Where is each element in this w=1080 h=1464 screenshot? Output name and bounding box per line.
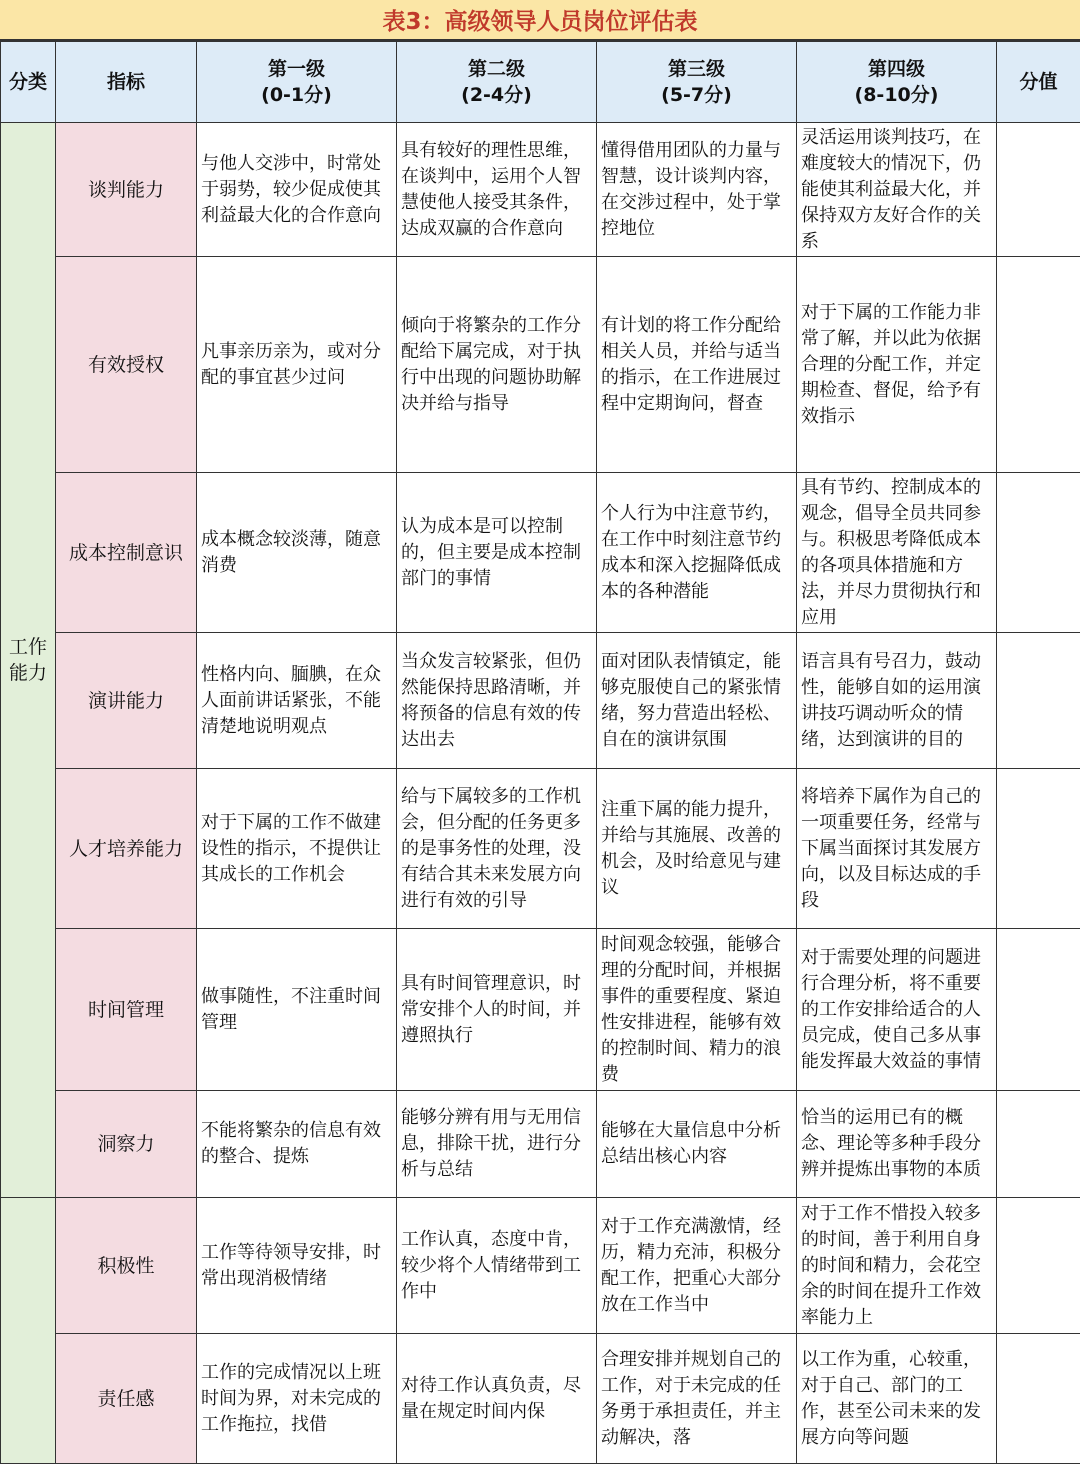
score-cell[interactable] (997, 473, 1080, 633)
level-2-cell: 能够分辨有用与无用信息，排除干扰，进行分析与总结 (397, 1091, 597, 1198)
level-4-cell: 具有节约、控制成本的观念，倡导全员共同参与。积极思考降低成本的各项具体措施和方法，并尽力贯彻执行和应用 (797, 473, 997, 633)
score-cell[interactable] (997, 257, 1080, 473)
level-2-cell: 具有时间管理意识，时常安排个人的时间，并遵照执行 (397, 929, 597, 1091)
indicator-cell: 人才培养能力 (56, 769, 197, 929)
level-4-cell: 语言具有号召力，鼓动性，能够自如的运用演讲技巧调动听众的情绪，达到演讲的目的 (797, 633, 997, 769)
level-3-cell: 个人行为中注意节约，在工作中时刻注意节约成本和深入挖掘降低成本的各种潜能 (597, 473, 797, 633)
indicator-cell: 成本控制意识 (56, 473, 197, 633)
level-1-cell: 工作的完成情况以上班时间为界，对未完成的工作拖拉，找借 (197, 1334, 397, 1464)
header-level-1 (197, 42, 397, 123)
level-4-cell: 将培养下属作为自己的一项重要任务，经常与下属当面探讨其发展方向，以及目标达成的手段 (797, 769, 997, 929)
indicator-cell: 演讲能力 (56, 633, 197, 769)
level-3-cell: 懂得借用团队的力量与智慧，设计谈判内容，在交涉过程中，处于掌控地位 (597, 123, 797, 257)
score-cell[interactable] (997, 123, 1080, 257)
score-cell[interactable] (997, 633, 1080, 769)
header-category: 分类 (1, 42, 56, 123)
level-3-cell: 注重下属的能力提升，并给与其施展、改善的机会，及时给意见与建议 (597, 769, 797, 929)
table-title: 表3：高级领导人员岗位评估表 (0, 0, 1080, 41)
level-1-cell: 工作等待领导安排，时常出现消极情绪 (197, 1198, 397, 1334)
level-3-cell: 能够在大量信息中分析总结出核心内容 (597, 1091, 797, 1198)
level-range: (8-10分) (801, 82, 992, 108)
level-name: 第一级 (268, 58, 325, 80)
level-1-cell: 做事随性，不注重时间管理 (197, 929, 397, 1091)
level-range: (5-7分) (601, 82, 792, 108)
level-name: 第三级 (668, 58, 725, 80)
level-1-cell: 凡事亲历亲为，或对分配的事宜甚少过问 (197, 257, 397, 473)
score-cell[interactable] (997, 769, 1080, 929)
score-cell[interactable] (997, 929, 1080, 1091)
level-3-cell: 对于工作充满激情，经历，精力充沛，积极分配工作，把重心大部分放在工作当中 (597, 1198, 797, 1334)
level-4-cell: 以工作为重，心较重，对于自己、部门的工作，甚至公司未来的发展方向等问题 (797, 1334, 997, 1464)
indicator-cell: 洞察力 (56, 1091, 197, 1198)
level-2-cell: 给与下属较多的工作机会，但分配的任务更多的是事务性的处理，没有结合其未来发展方向进行有效的引导 (397, 769, 597, 929)
level-2-cell: 倾向于将繁杂的工作分配给下属完成，对于执行中出现的问题协助解决并给与指导 (397, 257, 597, 473)
score-cell[interactable] (997, 1091, 1080, 1198)
level-2-cell: 认为成本是可以控制的，但主要是成本控制部门的事情 (397, 473, 597, 633)
table-row (1, 929, 1080, 1091)
header-row (1, 42, 1080, 123)
level-2-cell: 当众发言较紧张，但仍然能保持思路清晰，并将预备的信息有效的传达出去 (397, 633, 597, 769)
header-level-4 (797, 42, 997, 123)
level-2-cell: 对待工作认真负责，尽量在规定时间内保 (397, 1334, 597, 1464)
level-range: (0-1分) (201, 82, 392, 108)
header-level-2 (397, 42, 597, 123)
level-3-cell: 合理安排并规划自己的工作，对于未完成的任务勇于承担责任，并主动解决，落 (597, 1334, 797, 1464)
level-4-cell: 灵活运用谈判技巧，在难度较大的情况下，仍能使其利益最大化，并保持双方友好合作的关系 (797, 123, 997, 257)
table-row (1, 473, 1080, 633)
header-indicator: 指标 (56, 42, 197, 123)
level-3-cell: 有计划的将工作分配给相关人员，并给与适当的指示，在工作进展过程中定期询问，督查 (597, 257, 797, 473)
category-work-attitude (1, 1198, 56, 1464)
level-range: (2-4分) (401, 82, 592, 108)
table-row (1, 1091, 1080, 1198)
table-row (1, 633, 1080, 769)
table-row (1, 1198, 1080, 1334)
table-row (1, 123, 1080, 257)
level-4-cell: 对于需要处理的问题进行合理分析，将不重要的工作安排给适合的人员完成，使自己多从事能发挥最大效益的事情 (797, 929, 997, 1091)
indicator-cell: 时间管理 (56, 929, 197, 1091)
level-2-cell: 工作认真，态度中肯，较少将个人情绪带到工作中 (397, 1198, 597, 1334)
indicator-cell: 责任感 (56, 1334, 197, 1464)
level-1-cell: 对于下属的工作不做建设性的指示，不提供让其成长的工作机会 (197, 769, 397, 929)
level-name: 第二级 (468, 58, 525, 80)
score-cell[interactable] (997, 1198, 1080, 1334)
level-1-cell: 成本概念较淡薄，随意消费 (197, 473, 397, 633)
indicator-cell: 有效授权 (56, 257, 197, 473)
level-1-cell: 不能将繁杂的信息有效的整合、提炼 (197, 1091, 397, 1198)
table-row (1, 257, 1080, 473)
header-score: 分值 (997, 42, 1080, 123)
category-work-ability: 工作能力 (1, 123, 56, 1198)
indicator-cell: 积极性 (56, 1198, 197, 1334)
evaluation-table (0, 41, 1080, 1464)
level-4-cell: 对于工作不惜投入较多的时间，善于利用自身的时间和精力，会花空余的时间在提升工作效率能力上 (797, 1198, 997, 1334)
level-4-cell: 恰当的运用已有的概念、理论等多种手段分辨并提炼出事物的本质 (797, 1091, 997, 1198)
table-row (1, 1334, 1080, 1464)
level-3-cell: 时间观念较强，能够合理的分配时间，并根据事件的重要程度、紧迫性安排进程，能够有效的控制时间、精力的浪费 (597, 929, 797, 1091)
table-row (1, 769, 1080, 929)
level-name: 第四级 (868, 58, 925, 80)
level-1-cell: 与他人交涉中，时常处于弱势，较少促成使其利益最大化的合作意向 (197, 123, 397, 257)
score-cell[interactable] (997, 1334, 1080, 1464)
level-1-cell: 性格内向、腼腆，在众人面前讲话紧张，不能清楚地说明观点 (197, 633, 397, 769)
level-2-cell: 具有较好的理性思维，在谈判中，运用个人智慧使他人接受其条件，达成双赢的合作意向 (397, 123, 597, 257)
indicator-cell: 谈判能力 (56, 123, 197, 257)
level-3-cell: 面对团队表情镇定，能够克服使自己的紧张情绪，努力营造出轻松、自在的演讲氛围 (597, 633, 797, 769)
level-4-cell: 对于下属的工作能力非常了解，并以此为依据合理的分配工作，并定期检查、督促，给予有效指示 (797, 257, 997, 473)
header-level-3 (597, 42, 797, 123)
